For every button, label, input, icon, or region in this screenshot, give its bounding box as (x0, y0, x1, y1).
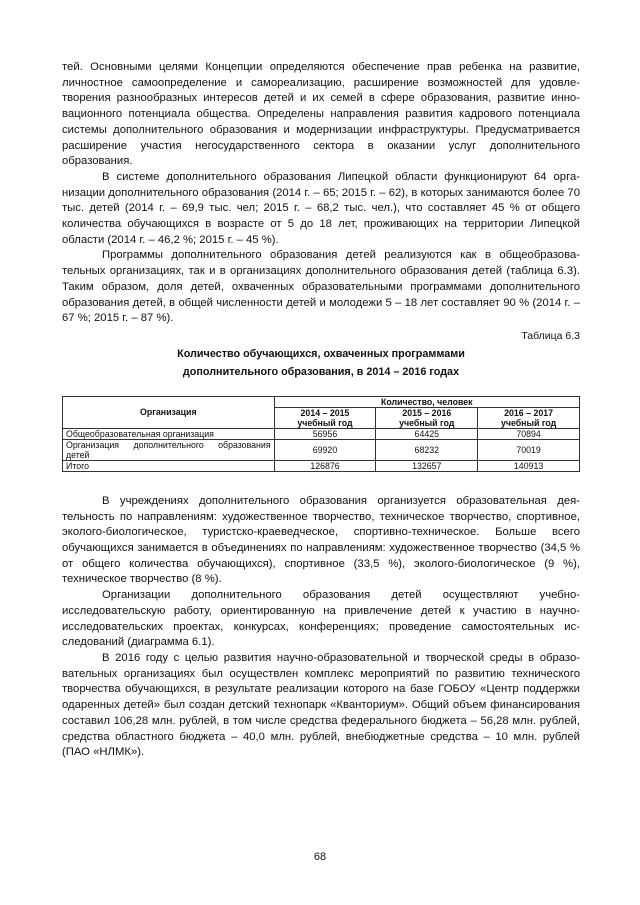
row-value: 70894 (478, 428, 580, 439)
row-value: 140913 (478, 460, 580, 471)
row-org: Общеобразовательная организация (63, 428, 275, 439)
table-row (63, 439, 580, 460)
table-row (63, 428, 580, 439)
paragraph-1: тей. Основными целями Концепции определяются обеспечение прав ребенка на развитие, личностное самоопределение и самореализацию, расширение возможностей для удовлетворения разнообразных интересов детей и их семей в сфере образования, развитие инновационного потенциала общества. Определены направления развития кадрового потенциала системы дополнительного образования и модернизации инфраструктуры. Предусматривается расширение участия негосударственного сектора в оказании услуг дополнительного образования. (62, 61, 580, 168)
document-page (62, 60, 580, 761)
paragraph-4: В учреждениях дополнительного образования организуется образовательная деятельность по направлениям: художественное творчество, техническое творчество, спортивное, эколого-биологическое, туристско-краеведческое, спортивно-техническое. Больше всего обучающихся занимается в объединениях по направлениям: художественное творчество (34,5 % от общего количества обучающихся), спортивное (33,5 %), эколого-биологическое (9 %), техническое творчество (8 %). (62, 494, 580, 586)
table-title-line-1: Количество обучающихся, охваченных программами (177, 347, 465, 360)
header-year-3: 2016 – 2017 учебный год (478, 407, 580, 428)
row-value: 132657 (376, 460, 478, 471)
row-value: 64425 (376, 428, 478, 439)
table-label: Таблица 6.3 (521, 329, 580, 342)
paragraph-3: Программы дополнительного образования детей реализуются как в общеобразовательных организациях, так и в организациях дополнительного образования детей (таблица 6.3). Таким образом, доля детей, охваченных образовательными программами дополнительного образования детей, в общей численности детей и молодежи 5 – 18 лет составляет 90 % (2014 г. – 67 %; 2015 г. – 87 %). (62, 249, 580, 325)
page-number: 68 (313, 851, 327, 863)
header-year-2: 2015 – 2016 учебный год (376, 407, 478, 428)
header-quantity: Количество, человек (274, 396, 579, 407)
row-value: 56956 (274, 428, 376, 439)
row-value: 68232 (376, 439, 478, 460)
header-organization: Организация (63, 396, 275, 428)
table-header-row (63, 396, 580, 407)
table-row (63, 460, 580, 471)
students-table (62, 396, 580, 472)
table-title-line-2: дополнительного образования, в 2014 – 2016 годах (182, 365, 460, 378)
paragraph-2: В системе дополнительного образования Липецкой области функционируют 64 организации дополнительного образования (2014 г. – 65; 2015 г. – 62), в которых занимаются более 70 тыс. детей (2014 г. – 69,9 тыс. чел; 2015 г. – 68,2 тыс. чел.), что составляет 45 % от общего количества обучающихся в возрасте от 5 до 18 лет, проживающих на территории Липецкой области (2014 г. – 46,2 %; 2015 г. – 45 %). (62, 170, 580, 246)
paragraph-6: В 2016 году с целью развития научно-образовательной и творческой среды в образовательных организациях был осуществлен комплекс мероприятий по развитию технического творчества обучающихся, в результате реализации которого на базе ГОБОУ «Центр поддержки одаренных детей» был создан детский технопарк «Кванториум». Общий объем финансирования составил 106,28 млн. рублей, в том числе средства федерального бюджета – 56,28 млн. рублей, средства областного бюджета – 40,0 млн. рублей, внебюджетные средства – 10 млн. рублей (ПАО «НЛМК»). (62, 651, 580, 759)
header-year-1: 2014 – 2015 учебный год (274, 407, 376, 428)
row-value: 70019 (478, 439, 580, 460)
row-value: 126876 (274, 460, 376, 471)
row-org: Организация дополнительного образования детей (63, 439, 275, 460)
row-value: 69920 (274, 439, 376, 460)
row-org: Итого (63, 460, 275, 471)
paragraph-5: Организации дополнительного образования детей осуществляют учебно-исследовательскую работу, ориентированную на привлечение детей к участию в научно-исследовательских проектах, конкурсах, конференциях; проведение самостоятельных исследований (диаграмма 6.1). (62, 589, 580, 649)
